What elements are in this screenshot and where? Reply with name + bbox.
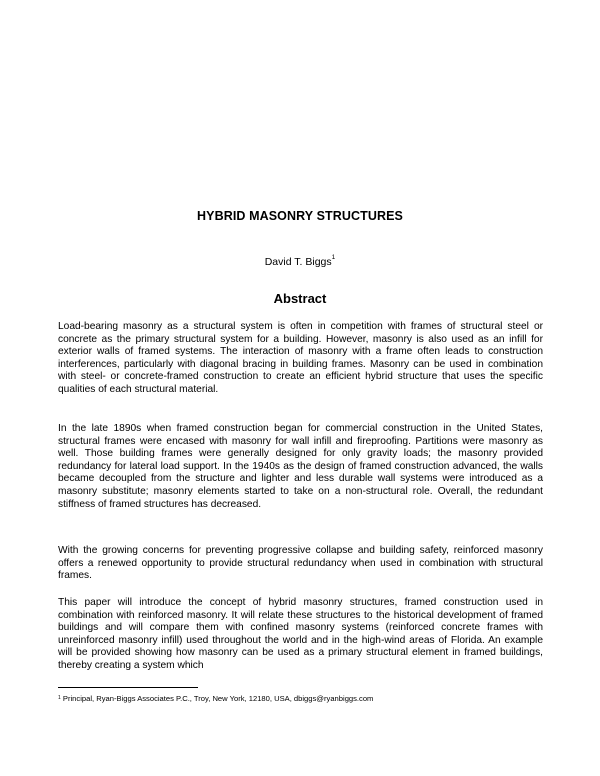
abstract-heading: Abstract — [273, 291, 327, 306]
abstract-paragraph-4: This paper will introduce the concept of hybrid masonry structures, framed construction used in combination with reinforced masonry. It will relate these structures to the historical development of framed buildings and will compare them with confined masonry systems (reinforced concrete frames with unreinforced masonry infill) used throughout the world and in the high-wind areas of Florida. An example will be provided showing how masonry can be used as a primary structural element in framed buildings, thereby creating a system which — [58, 597, 543, 671]
footnote-divider — [58, 687, 198, 688]
footnote-mark: 1 — [58, 695, 61, 701]
author-name: David T. Biggs — [264, 256, 332, 268]
abstract-paragraph-3: With the growing concerns for preventing progressive collapse and building safety, reinforced masonry offers a renewed opportunity to provide structural redundancy when used in combination with structural frames. — [58, 545, 543, 582]
author-footnote-mark: 1 — [331, 254, 336, 261]
footnote-text: Principal, Ryan-Biggs Associates P.C., Troy, New York, 12180, USA, dbiggs@ryanbiggs.com — [62, 694, 374, 703]
footnote — [58, 694, 543, 704]
author-line — [0, 256, 600, 268]
abstract-paragraph-1: Load-bearing masonry as a structural system is often in competition with frames of structural steel or concrete as the primary structural system for a building. However, masonry is also used as an infill for exterior walls of framed systems. The interaction of masonry with a frame often leads to construction interferences, particularly with diagonal bracing in building frames. Masonry can be used in combination with steel- or concrete-framed construction to create an efficient hybrid structure that uses the specific qualities of each structural material. — [58, 321, 543, 395]
abstract-paragraph-2: In the late 1890s when framed construction began for commercial construction in the United States, structural frames were encased with masonry for wall infill and fireproofing. Partitions were masonry as well. Those building frames were generally designed for only gravity loads; the masonry provided redundancy for lateral load support. In the 1940s as the design of framed construction advanced, the walls became decoupled from the structure and lighter and less durable wall systems were introduced as a masonry substitute; masonry elements started to take on a non-structural role. Overall, the redundant stiffness of framed structures has decreased. — [58, 423, 543, 510]
paper-title: HYBRID MASONRY STRUCTURES — [197, 209, 403, 223]
